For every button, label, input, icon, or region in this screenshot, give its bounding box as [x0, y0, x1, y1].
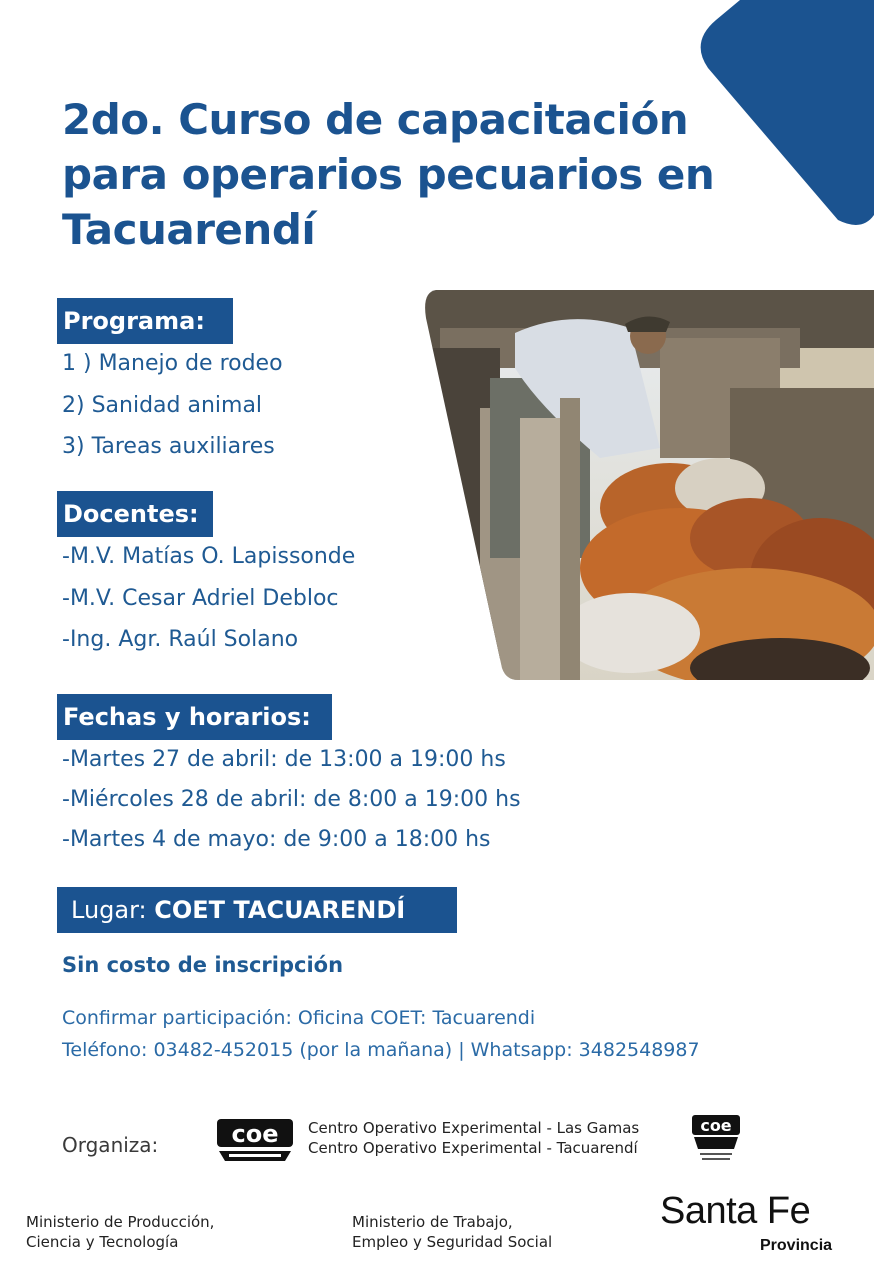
ministry-trabajo-line-2: Empleo y Seguridad Social	[352, 1233, 553, 1251]
title-line-3: Tacuarendí	[62, 205, 316, 254]
ministry-produccion-line-1: Ministerio de Producción,	[26, 1213, 215, 1231]
centro-las-gamas: Centro Operativo Experimental - Las Gamas	[308, 1119, 640, 1137]
ministry-trabajo	[352, 1212, 552, 1252]
santa-fe-provincia: Provincia	[760, 1237, 833, 1254]
fecha-item: -Martes 27 de abril: de 13:00 a 19:00 hs	[62, 747, 506, 772]
cost-note: Sin costo de inscripción	[62, 953, 344, 977]
contact-line-1: Confirmar participación: Oficina COET: Tacuarendi	[62, 1007, 536, 1029]
title-line-1: 2do. Curso de capacitación	[62, 95, 689, 144]
coe-logo-text: coe	[231, 1120, 279, 1148]
programa-heading: Programa:	[57, 298, 233, 344]
docente-item: -M.V. Matías O. Lapissonde	[62, 544, 356, 569]
docente-item: -M.V. Cesar Adriel Debloc	[62, 586, 339, 611]
programa-item: 1 ) Manejo de rodeo	[62, 351, 283, 376]
fechas-heading: Fechas y horarios:	[57, 694, 332, 740]
fecha-item: -Miércoles 28 de abril: de 8:00 a 19:00 hs	[62, 787, 521, 812]
ministry-trabajo-line-1: Ministerio de Trabajo,	[352, 1213, 513, 1231]
title-line-2: para operarios pecuarios en	[62, 150, 715, 199]
fecha-item: -Martes 4 de mayo: de 9:00 a 18:00 hs	[62, 827, 491, 852]
coe-logo-text: coe	[700, 1116, 732, 1135]
santa-fe-brand: Santa Fe	[660, 1190, 811, 1232]
docentes-heading: Docentes:	[57, 491, 213, 537]
coe-logo-left	[215, 1117, 295, 1165]
organiza-label: Organiza:	[62, 1133, 159, 1157]
ministry-produccion-line-2: Ciencia y Tecnología	[26, 1233, 179, 1251]
contact-line-2: Teléfono: 03482-452015 (por la mañana) | Whatsapp: 3482548987	[62, 1039, 700, 1061]
programa-item: 3) Tareas auxiliares	[62, 434, 275, 459]
docente-item: -Ing. Agr. Raúl Solano	[62, 627, 299, 652]
cattle-corral-photo	[420, 288, 874, 683]
programa-item: 2) Sanidad animal	[62, 393, 263, 418]
ministry-produccion	[26, 1212, 214, 1252]
page-title	[62, 92, 762, 257]
coe-logo-right	[690, 1113, 742, 1165]
lugar-value: COET TACUARENDÍ	[154, 896, 406, 924]
lugar-label: Lugar:	[71, 896, 155, 924]
centro-tacuarendi: Centro Operativo Experimental - Tacuarendí	[308, 1139, 638, 1157]
lugar-box	[57, 887, 457, 933]
